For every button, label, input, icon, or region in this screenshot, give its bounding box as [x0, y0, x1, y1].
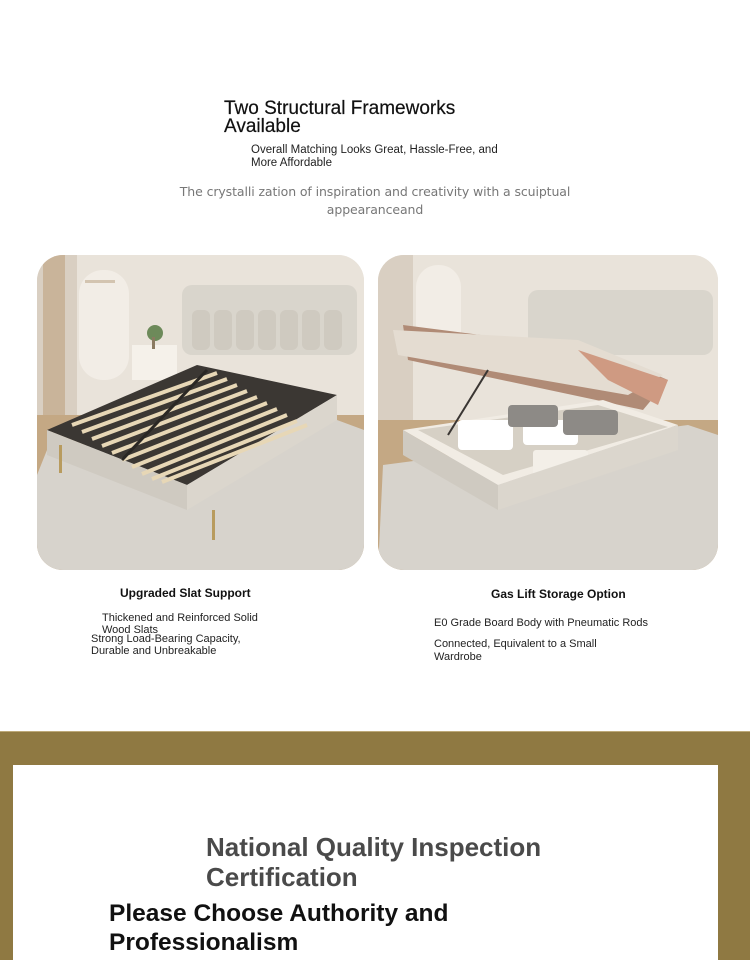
certification-tagline: Please Choose Authority and Professionalism: [109, 900, 449, 956]
section-title: Two Structural Frameworks Available: [224, 98, 456, 137]
slat-support-title: Upgraded Slat Support: [120, 586, 251, 600]
slat-support-line1: Thickened and Reinforced Solid Wood Slats: [102, 612, 258, 636]
gas-lift-line2: Connected, Equivalent to a Small Wardrobe: [434, 638, 597, 663]
slat-support-line2: Strong Load-Bearing Capacity, Durable and Unbreakable: [91, 633, 241, 657]
storage-bed-photo: [378, 255, 718, 570]
section-tagline: The crystalli zation of inspiration and creativity with a scuiptual appearanceand: [179, 184, 571, 217]
section-subtitle: Overall Matching Looks Great, Hassle-Free, and More Affordable: [251, 144, 498, 169]
slat-bed-photo: [37, 255, 364, 570]
certification-title: National Quality Inspection Certification: [206, 832, 542, 892]
gas-lift-line1: E0 Grade Board Body with Pneumatic Rods: [434, 617, 649, 629]
gas-lift-title: Gas Lift Storage Option: [491, 587, 626, 601]
